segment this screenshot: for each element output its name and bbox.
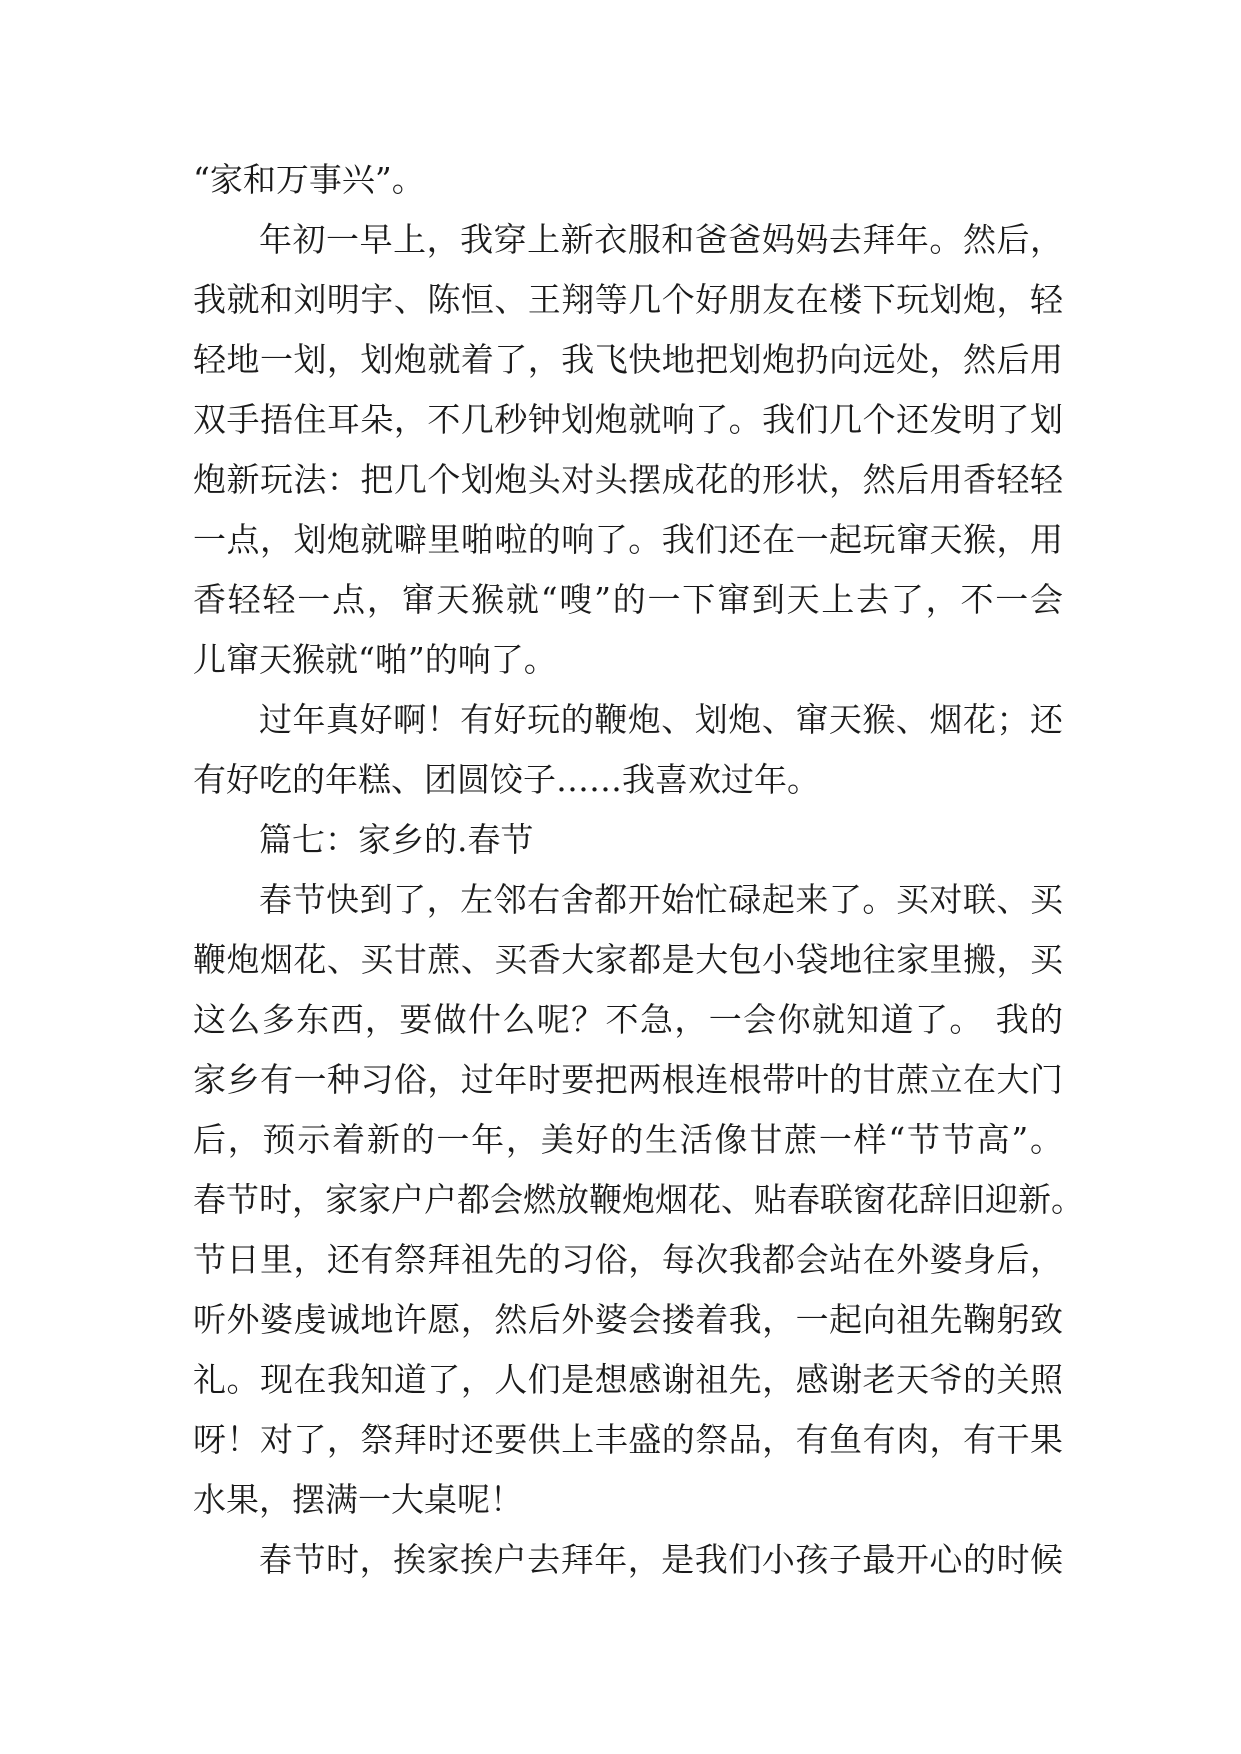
text-line: 节日里，还有祭拜祖先的习俗，每次我都会站在外婆身后， — [193, 1240, 1063, 1279]
text-line: 轻地一划，划炮就着了，我飞快地把划炮扔向远处，然后用 — [193, 340, 1063, 379]
text-line: 听外婆虔诚地许愿，然后外婆会搂着我，一起向祖先鞠躬致 — [193, 1300, 1063, 1339]
text-line: 礼。现在我知道了，人们是想感谢祖先，感谢老天爷的关照 — [193, 1360, 1063, 1399]
text-line: 儿窜天猴就“啪”的响了。 — [193, 640, 557, 679]
text-line: 春节时，挨家挨户去拜年，是我们小孩子最开心的时候 — [259, 1540, 1063, 1579]
text-line: 这么多东西，要做什么呢？不急，一会你就知道了。 我的 — [193, 1000, 1063, 1039]
text-line: 炮新玩法：把几个划炮头对头摆成花的形状，然后用香轻轻 — [193, 460, 1063, 499]
text-line: 春节时，家家户户都会燃放鞭炮烟花、贴春联窗花辞旧迎新。 — [193, 1180, 1084, 1219]
text-line: 鞭炮烟花、买甘蔗、买香大家都是大包小袋地往家里搬，买 — [193, 940, 1063, 979]
document-body — [193, 150, 1084, 1590]
text-line: 双手捂住耳朵，不几秒钟划炮就响了。我们几个还发明了划 — [193, 400, 1063, 439]
text-line: 家乡有一种习俗，过年时要把两根连根带叶的甘蔗立在大门 — [193, 1060, 1063, 1099]
text-line: 香轻轻一点，窜天猴就“嗖”的一下窜到天上去了，不一会 — [193, 580, 1063, 619]
text-line: 水果，摆满一大桌呢！ — [193, 1480, 523, 1519]
text-line: 我就和刘明宇、陈恒、王翔等几个好朋友在楼下玩划炮，轻 — [193, 280, 1063, 319]
text-line: 呀！对了，祭拜时还要供上丰盛的祭品，有鱼有肉，有干果 — [193, 1420, 1063, 1459]
text-line: 后，预示着新的一年，美好的生活像甘蔗一样“节节高”。 — [193, 1120, 1063, 1159]
text-line: “家和万事兴”。 — [193, 160, 425, 199]
text-line: 一点，划炮就噼里啪啦的响了。我们还在一起玩窜天猴，用 — [193, 520, 1063, 559]
text-line: 年初一早上，我穿上新衣服和爸爸妈妈去拜年。然后， — [259, 220, 1063, 259]
text-line: 篇七：家乡的.春节 — [259, 820, 534, 859]
text-line: 春节快到了，左邻右舍都开始忙碌起来了。买对联、买 — [259, 880, 1063, 919]
text-line: 有好吃的年糕、团圆饺子……我喜欢过年。 — [193, 760, 820, 799]
text-line: 过年真好啊！有好玩的鞭炮、划炮、窜天猴、烟花；还 — [259, 700, 1063, 739]
